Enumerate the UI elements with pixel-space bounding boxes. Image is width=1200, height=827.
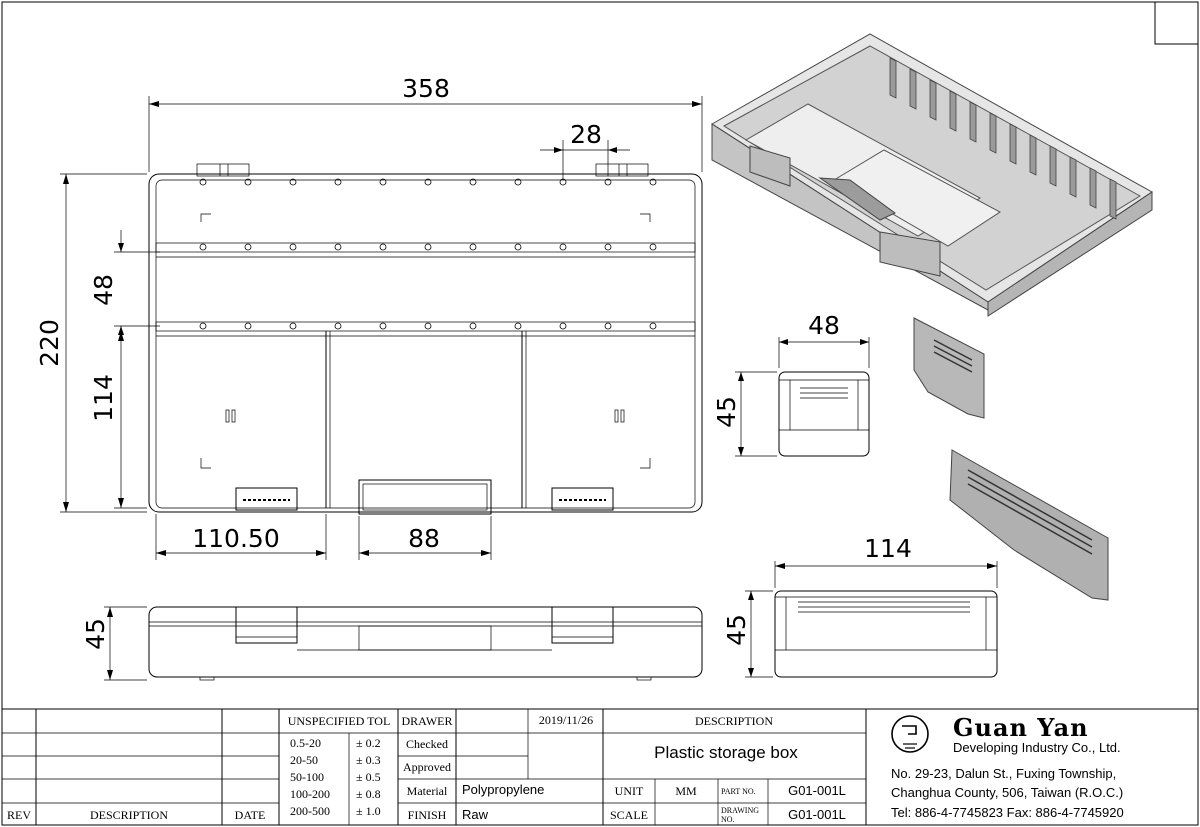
tolerance-header: UNSPECIFIED TOL	[287, 714, 391, 728]
company-address-line2: Changhua County, 506, Taiwan (R.O.C.)	[891, 785, 1124, 800]
unit-value: MM	[675, 784, 697, 798]
part-no-label: PART NO.	[721, 787, 756, 796]
slot-mark	[380, 244, 386, 250]
scale-label: SCALE	[609, 808, 649, 822]
render-slot-wall	[910, 69, 916, 109]
render-slot-wall	[930, 80, 936, 120]
slot-mark	[335, 244, 341, 250]
dim-small-pitch: 28	[570, 120, 602, 149]
company-logo-icon	[892, 716, 928, 752]
dim-large-divider-height: 45	[722, 614, 751, 646]
description-label: DESCRIPTION	[89, 808, 169, 822]
material-label: Material	[406, 784, 448, 798]
dim-height-front: 45	[81, 618, 110, 650]
slot-mark	[470, 244, 476, 250]
company-contact: Tel: 886-4-7745823 Fax: 886-4-7745920	[891, 805, 1124, 820]
slot-mark	[515, 244, 521, 250]
render-slot-wall	[990, 113, 996, 153]
slot-mark	[560, 244, 566, 250]
dim-upper-section: 48	[89, 274, 118, 306]
slot-mark	[605, 323, 611, 329]
drawing-no-value: G01-001L	[788, 807, 846, 822]
dim-lower-section: 114	[89, 374, 118, 422]
tolerance-value: ± 0.2	[356, 736, 381, 750]
tolerance-value: ± 0.8	[356, 787, 381, 801]
large-divider-drawing	[745, 450, 1108, 677]
slot-mark	[290, 244, 296, 250]
slot-mark	[245, 323, 251, 329]
slot-mark	[380, 323, 386, 329]
slot-mark	[425, 244, 431, 250]
small-divider-drawing	[735, 318, 984, 456]
isometric-render	[712, 34, 1152, 316]
front-view	[104, 607, 702, 680]
slot-mark	[335, 323, 341, 329]
company-subtitle: Developing Industry Co., Ltd.	[953, 740, 1121, 755]
slot-mark	[245, 244, 251, 250]
drawer-date: 2019/11/26	[538, 713, 594, 727]
tolerance-value: ± 0.3	[356, 753, 381, 767]
render-slot-wall	[890, 58, 896, 98]
finish-value: Raw	[462, 807, 489, 822]
drawing-no-label: NO.	[721, 815, 735, 824]
drawer-label: DRAWER	[401, 714, 453, 728]
slot-mark	[470, 323, 476, 329]
finish-label: FINISH	[407, 808, 447, 822]
tolerance-range: 20-50	[290, 753, 318, 767]
checked-label: Checked	[406, 737, 448, 751]
approved-label: Approved	[403, 760, 451, 774]
unit-label: UNIT	[614, 784, 644, 798]
dim-large-divider-width: 114	[864, 534, 912, 563]
desc-value: Plastic storage box	[654, 743, 798, 762]
slot-mark	[200, 244, 206, 250]
rev-label: REV	[7, 808, 31, 822]
render-slot-wall	[970, 102, 976, 142]
slot-mark	[425, 323, 431, 329]
drawing-no-label: DRAWING	[721, 806, 760, 815]
slot-mark	[290, 323, 296, 329]
tolerance-range: 50-100	[290, 770, 324, 784]
dim-left-section: 110.50	[192, 524, 280, 553]
dim-handle-width: 88	[408, 524, 440, 553]
tolerance-range: 200-500	[290, 804, 330, 818]
tolerance-range: 100-200	[290, 787, 330, 801]
company-address-line1: No. 29-23, Dalun St., Fuxing Township,	[891, 766, 1117, 781]
dim-overall-width: 358	[402, 74, 450, 103]
company-name: Guan Yan	[953, 713, 1089, 742]
material-value: Polypropylene	[462, 782, 545, 797]
render-slot-wall	[1090, 168, 1096, 208]
render-slot-wall	[1030, 135, 1036, 175]
part-no-value: G01-001L	[788, 783, 846, 798]
slot-mark	[605, 244, 611, 250]
dim-small-divider-width: 48	[808, 311, 840, 340]
tolerance-value: ± 0.5	[356, 770, 381, 784]
slot-mark	[650, 244, 656, 250]
desc-header: DESCRIPTION	[694, 714, 774, 728]
slot-mark	[515, 323, 521, 329]
top-view	[149, 164, 702, 514]
slot-mark	[560, 323, 566, 329]
date-label: DATE	[234, 808, 266, 822]
corner-mark	[1155, 2, 1198, 44]
render-slot-wall	[1050, 146, 1056, 186]
render-slot-wall	[950, 91, 956, 131]
render-slot-wall	[1010, 124, 1016, 164]
dim-small-divider-height: 45	[712, 396, 741, 428]
slot-mark	[200, 323, 206, 329]
render-slot-wall	[1070, 157, 1076, 197]
dim-overall-depth: 220	[35, 319, 64, 367]
slot-mark	[650, 323, 656, 329]
render-slot-wall	[1110, 179, 1116, 219]
tolerance-range: 0.5-20	[290, 736, 321, 750]
tolerance-value: ± 1.0	[356, 804, 381, 818]
